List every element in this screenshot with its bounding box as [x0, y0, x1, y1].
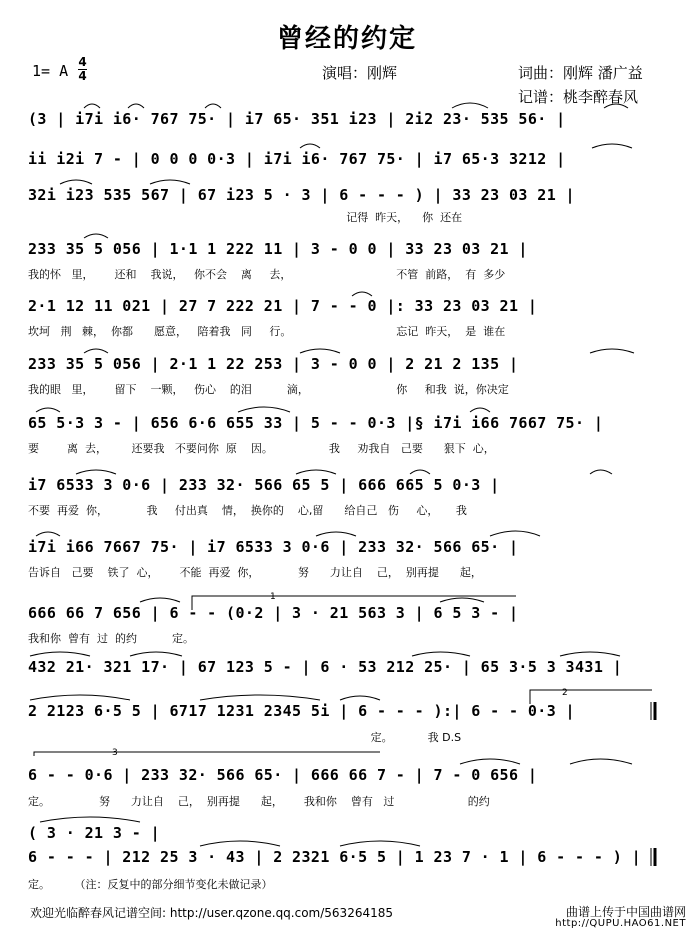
notation-row-1: (3 | i7i i6· 767 75· | i7 65· 351 i23 | 2i2 23· 535 56· |	[28, 110, 566, 128]
lyrics-row-5: 坎坷 荆 棘， 你都 愿意， 陪着我 同 行。 忘记 昨天， 是 谁在	[28, 325, 506, 338]
transcriber-credit: 记谱：桃李醉春风	[518, 88, 639, 106]
notation-row-6: 233 35 5 056 | 2·1 1 22 253 | 3 - 0 0 | 2 21 2 135 |	[28, 355, 519, 373]
watermark	[555, 906, 686, 930]
notation-row-5: 2·1 12 11 021 | 27 7 222 21 | 7 - - 0 |: 33 23 03 21 |	[28, 297, 538, 315]
lyrics-row-7: 要 离 去， 还要我 不要问你 原 因。 我 劝我自 己要 狠下 心，	[28, 442, 495, 455]
singer-credit: 演唱：刚辉	[322, 64, 398, 82]
composer-credit: 词曲：刚辉 潘广益	[518, 64, 643, 82]
notation-row-7: 65 5·3 3 - | 656 6·6 655 33 | 5 - - 0·3 |§ i7i i66 7667 75· |	[28, 414, 604, 432]
time-signature-bottom: 4	[78, 69, 87, 83]
lyrics-row-15: 定。 （注：反复中的部分细节变化未做记录）	[28, 878, 273, 891]
watermark-url: http://QUPU.HAO61.NET	[555, 918, 686, 929]
notation-row-14: ( 3 · 21 3 - |	[28, 824, 161, 842]
watermark-title: 曲谱上传于中国曲谱网	[565, 905, 686, 919]
lyrics-row-6: 我的眼 里， 留下 一颗， 伤心 的泪 滴， 你 和我 说，你决定	[28, 383, 509, 396]
lyrics-row-8: 不要 再爱 你， 我 付出真 情， 换你的 心,留 给自己 伤 心， 我	[28, 504, 467, 517]
notation-row-13: 6 - - 0·6 | 233 32· 566 65· | 666 66 7 - | 7 - 0 656 |	[28, 766, 538, 784]
notation-row-4: 233 35 5 056 | 1·1 1 222 11 | 3 - 0 0 | 33 23 03 21 |	[28, 240, 528, 258]
lyrics-row-13: 定。 努 力让自 己， 别再提 起， 我和你 曾有 过 的约	[28, 795, 490, 808]
notation-row-10: 666 66 7 656 | 6 - - (0·2 | 3 · 21 563 3 | 6 5 3 - |	[28, 604, 519, 622]
time-signature-top: 4	[78, 55, 87, 69]
notation-row-8: i7 6533 3 0·6 | 233 32· 566 65 5 | 666 665 5 0·3 |	[28, 476, 500, 494]
key-signature: 1= A	[32, 62, 69, 80]
lyrics-row-3: 记得 昨天， 你 还在	[28, 211, 463, 224]
lyrics-row-10: 我和你 曾有 过 的约 定。	[28, 632, 194, 645]
song-title: 曾经的约定	[276, 24, 417, 54]
time-signature	[78, 56, 87, 83]
volta-3-label: 3	[112, 748, 118, 758]
lyrics-row-9: 告诉自 己要 铁了 心， 不能 再爱 你， 努 力让自 己， 别再提 起，	[28, 566, 482, 579]
notation-row-9: i7i i66 7667 75· | i7 6533 3 0·6 | 233 32· 566 65· |	[28, 538, 519, 556]
notation-row-15: 6 - - - | 212 25 3 · 43 | 2 2321 6·5 5 | 1 23 7 · 1 | 6 - - - ) |	[28, 848, 641, 866]
notation-row-3: 32i i23 535 567 | 67 i23 5 · 3 | 6 - - - ) | 33 23 03 21 |	[28, 186, 575, 204]
footer-link: 欢迎光临醉春风记谱空间: http://user.qzone.qq.com/563264185	[30, 906, 394, 920]
notation-row-2: ii i2i 7 - | 0 0 0 0·3 | i7i i6· 767 75· | i7 65·3 3212 |	[28, 150, 566, 168]
volta-1-label: 1	[270, 592, 276, 602]
lyrics-row-4: 我的怀 里， 还和 我说， 你不会 离 去， 不管 前路， 有 多少	[28, 268, 506, 281]
volta-2-label: 2	[562, 688, 568, 698]
notation-row-11: 432 21· 321 17· | 67 123 5 - | 6 · 53 212 25· | 65 3·5 3 3431 |	[28, 658, 623, 676]
lyrics-row-12: 定。 我 D.S	[28, 731, 462, 744]
notation-row-12: 2 2123 6·5 5 | 6717 1231 2345 5i | 6 - - - ):| 6 - - 0·3 |	[28, 702, 575, 720]
